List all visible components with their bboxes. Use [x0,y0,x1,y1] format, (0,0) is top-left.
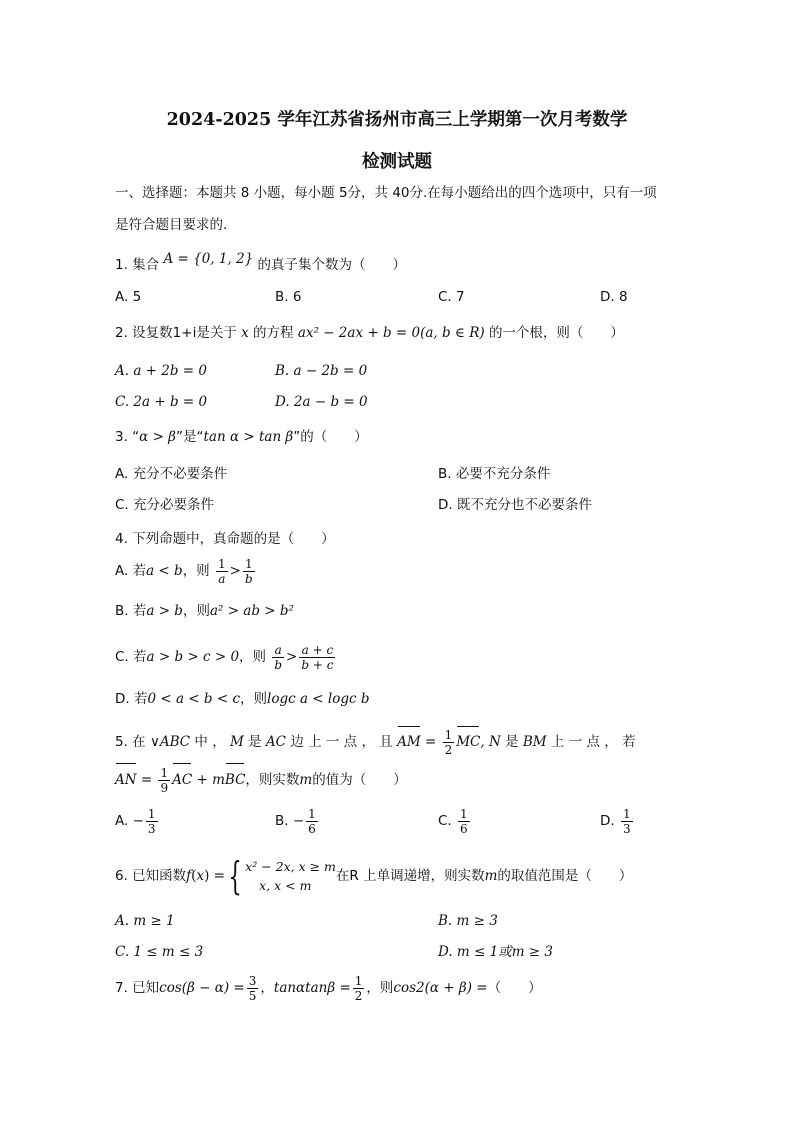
q3-text-a: 3. “ [115,429,140,445]
q2-mid: 的方程 [253,325,294,341]
q2-option-c: C. 2a + b = 0 [115,394,208,410]
q5-vector-eq-2: AN = $\frac{1}{9}$ AC + mBC [115,766,246,795]
q1-option-c: C. 7 [438,289,465,305]
q6-piecewise [245,857,336,895]
q4-option-d [115,690,369,708]
question-5-line2 [115,766,407,795]
q7-expression: cos2(α + β) = [393,980,488,996]
section-instructions-line1: 一、选择题：本题共 8 小题，每小题 5分，共 40分.在每小题给出的四个选项中，只有一项 [115,185,657,201]
q1-suffix: 的真子集个数为（ ） [257,257,407,273]
q4-a-fraction-2: $\frac{1}{b}$ [244,556,253,586]
q7-mid: ，则 [366,980,394,996]
q1-option-a: A. 5 [115,289,142,305]
q6-option-d: D. m ≤ 1或m ≥ 3 [438,944,553,960]
question-1-stem [115,251,407,274]
section-instructions-line2: 是符合题目要求的. [115,217,228,233]
q4-option-b [115,602,294,620]
q5-text-d: 是 [505,734,519,750]
q6-prefix: 6. 已知函数 [115,868,187,884]
q1-set: A = {0, 1, 2} [163,251,254,267]
q3-condition-1: α > β [139,429,176,445]
q2-option-d: D. 2a − b = 0 [275,394,368,410]
q5-option-b: B. − $\frac{1}{6}$ [275,806,316,836]
q5-end: 的值为（ ） [312,772,407,788]
q3-option-c: C. 充分必要条件 [115,497,215,513]
q4-a-mid: ，则 [182,563,210,579]
q2-suffix: 的一个根，则（ ） [488,325,624,341]
q4-a-condition: a < b [146,563,183,579]
q4-b-result: a² > ab > b² [209,603,294,619]
q2-equation: ax² − 2ax + b = 0(a, b ∈ R) [297,325,485,341]
q5-text-e: 上 一 点 ， 若 [550,734,636,750]
q4-c-prefix: C. 若 [115,649,147,665]
q7-fraction-1: $\frac{3}{5}$ [248,973,257,1003]
q4-d-result: logc a < logc b [267,691,370,707]
q3-condition-2: tan α > tan β [203,429,294,445]
q7-fraction-2: $\frac{1}{2}$ [354,973,363,1003]
q4-a-prefix: A. 若 [115,563,147,579]
q5-vector-eq-1: AM = $\frac{1}{2}$ MC, N [397,728,501,757]
q4-b-mid: ，则 [182,603,210,619]
q5-triangle: ∨ABC [149,734,191,750]
q4-d-mid: ，则 [240,691,268,707]
q6-var-m: m [484,868,498,884]
q7-prefix: 7. 已知 [115,980,160,996]
question-5-line1 [115,728,636,757]
q4-c-fraction-2: $\frac{a + c}{b + c}$ [301,642,334,672]
q6-suffix: 的取值范围是（ ） [497,868,633,884]
q4-d-prefix: D. 若 [115,691,148,707]
q4-a-fraction-1: $\frac{1}{a}$ [217,556,226,586]
q6-brace: { [228,854,242,898]
question-4-stem: 4. 下列命题中，真命题的是（ ） [115,531,335,547]
q4-d-condition: 0 < a < b < c [147,691,241,707]
q5-option-d: D. $\frac{1}{3}$ [600,806,631,836]
q3-text-b: ”是“ [176,429,204,445]
q5-var-m: m [299,772,313,788]
q3-option-b: B. 必要不充分条件 [438,466,551,482]
q5-segment-ac: AC [265,734,287,750]
q4-c-condition: a > b > c > 0 [146,649,240,665]
q5-option-c: C. $\frac{1}{6}$ [438,806,468,836]
q5-text-c: 边 上 一 点 ， 且 [290,734,393,750]
q5-option-a: A. − $\frac{1}{3}$ [115,806,156,836]
question-6-stem: 6. 已知函数f(x) ={ x² − 2x, x ≥ m x, x < m 在R 上单调递增，则实数m的取值范围是（ ） [115,854,633,898]
q5-point-m: M [230,734,244,750]
q7-suffix: （ ） [487,980,542,996]
q6-option-b: B. m ≥ 3 [438,913,498,929]
q6-case-1: x² − 2x, x ≥ m [245,859,336,874]
q6-case-2: x, x < m [259,878,312,893]
q5-text-b: 是 [248,734,262,750]
q4-option-c: C. 若a > b > c > 0，则 $\frac{a}{b}$ > $\frac{a + c}{b + c}$ [115,642,334,672]
q3-option-a: A. 充分不必要条件 [115,466,228,482]
q1-prefix: 1. 集合 [115,257,160,273]
q2-prefix: 2. 设复数1+i是关于 [115,325,237,341]
q6-option-c: C. 1 ≤ m ≤ 3 [115,944,204,960]
q2-option-a: A. a + 2b = 0 [115,363,207,379]
q3-option-d: D. 既不充分也不必要条件 [438,497,592,513]
q3-text-c: ”的（ ） [293,429,368,445]
q4-c-mid: ，则 [239,649,267,665]
q4-b-prefix: B. 若 [115,603,147,619]
q6-option-a: A. m ≥ 1 [115,913,175,929]
q4-b-condition: a > b [146,603,183,619]
question-7-stem: 7. 已知cos(β − α) = $\frac{3}{5}$ ，tanαtanβ = $\frac{1}{2}$ ，则cos2(α + β) =（ ） [115,973,542,1003]
document-title-line1: 2024-2025 学年江苏省扬州市高三上学期第一次月考数学 [166,110,628,130]
q5-prefix: 5. 在 [115,734,146,750]
q6-mid: 在R 上单调递增，则实数 [335,868,485,884]
q4-c-fraction-1: $\frac{a}{b}$ [274,642,283,672]
question-3-stem [115,428,368,446]
q5-suffix: ，则实数 [245,772,300,788]
q2-option-b: B. a − 2b = 0 [275,363,368,379]
q7-condition-1: cos(β − α) = [159,980,245,996]
document-title-line2: 检测试题 [362,152,432,172]
q2-var: x [241,325,249,341]
q1-option-d: D. 8 [600,289,628,305]
q7-condition-2: tanαtanβ = [273,980,351,996]
question-2-stem [115,324,624,342]
q1-option-b: B. 6 [275,289,302,305]
q5-segment-bm: BM [522,734,547,750]
q5-text-a: 中 ， [194,734,226,750]
q4-option-a: A. 若a < b，则 $\frac{1}{a}$ > $\frac{1}{b}$ [115,556,253,586]
